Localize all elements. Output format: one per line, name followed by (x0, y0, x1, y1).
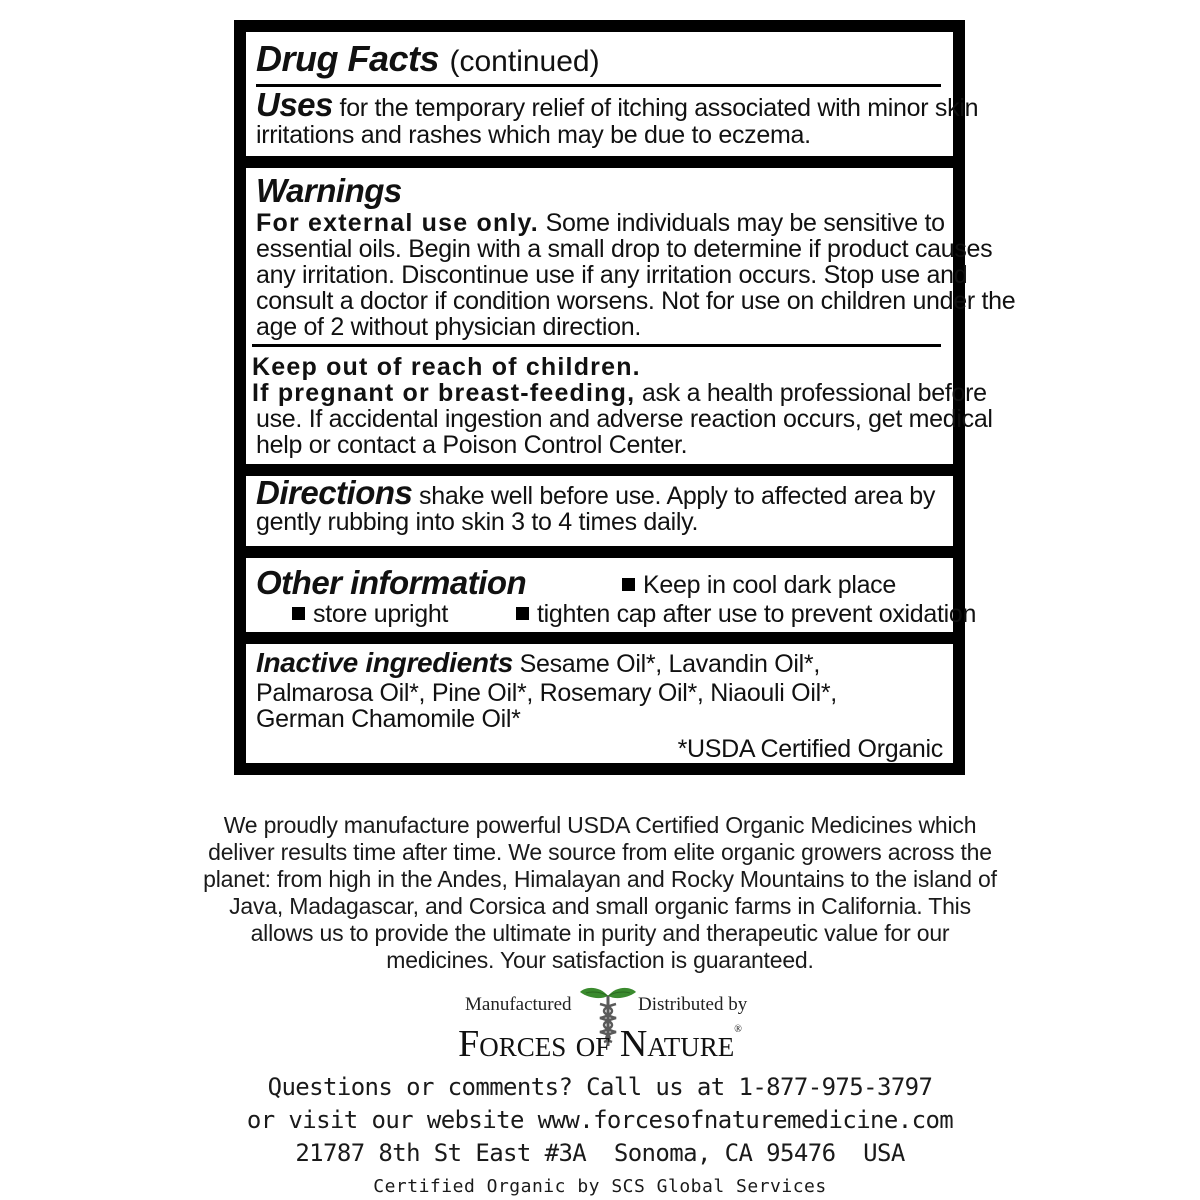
inactive-line-3: German Chamomile Oil* (256, 705, 521, 733)
drug-facts-title: Drug Facts (256, 38, 440, 79)
warnings-line-7: ask a health professional before (641, 379, 987, 407)
about-paragraph (200, 812, 1000, 974)
title-divider (256, 84, 941, 87)
warnings-line-5: age of 2 without physician direction. (256, 313, 641, 341)
pregnant-label: If pregnant or breast-feeding, (252, 379, 636, 407)
square-bullet-icon (516, 607, 529, 620)
warnings-box (246, 168, 1016, 464)
square-bullet-icon (622, 578, 635, 591)
uses-line-2: irritations and rashes which may be due to eczema. (256, 121, 811, 149)
external-use-label: For external use only. (256, 209, 539, 237)
warnings-divider (252, 344, 941, 347)
warnings-line-4: consult a doctor if condition worsens. Not for use on children under the (256, 287, 1016, 315)
uses-heading: Uses (256, 86, 333, 123)
uses-line-1: for the temporary relief of itching associated with minor skin (339, 94, 979, 122)
address-line: 21787 8th St East #3A Sonoma, CA 95476 USA (295, 1139, 905, 1167)
square-bullet-icon (292, 607, 305, 620)
inactive-ingredients-box (246, 644, 953, 763)
inactive-line-1: Sesame Oil*, Lavandin Oil*, (519, 650, 821, 678)
about-line-3: planet: from high in the Andes, Himalayan and Rocky Mountains to the island of (203, 866, 997, 892)
other-information-box (246, 558, 977, 632)
warnings-line-2: essential oils. Begin with a small drop to determine if product causes (256, 235, 993, 263)
drug-facts-panel (234, 20, 1016, 775)
inactive-ingredients-heading: Inactive ingredients (256, 647, 513, 678)
forces-of-nature-logo: FORCES OF NATURE® (458, 1023, 742, 1065)
other-info-item-3: tighten cap after use to prevent oxidation (516, 601, 976, 627)
questions-line: Questions or comments? Call us at 1-877-975-3797 (267, 1073, 933, 1101)
distributed-by-label: Distributed by (638, 994, 748, 1015)
about-line-4: Java, Madagascar, and Corsica and small organic farms in California. This (229, 893, 971, 919)
keep-out-of-reach: Keep out of reach of children. (252, 353, 641, 381)
warnings-line-3: any irritation. Discontinue use if any irritation occurs. Stop use and (256, 261, 968, 289)
usda-footnote: *USDA Certified Organic (677, 735, 943, 763)
about-line-2: deliver results time after time. We source from elite organic growers across the (208, 839, 992, 865)
other-information-heading: Other information (256, 564, 527, 601)
warnings-line-8: use. If accidental ingestion and adverse reaction occurs, get medical (256, 405, 993, 433)
manufactured-label: Manufactured (465, 994, 572, 1015)
drug-facts-header-box (246, 32, 979, 156)
about-line-5: allows us to provide the ultimate in purity and therapeutic value for our (250, 920, 950, 946)
about-line-6: medicines. Your satisfaction is guaranteed. (386, 947, 814, 973)
directions-line-2: gently rubbing into skin 3 to 4 times daily. (256, 508, 699, 536)
inactive-line-2: Palmarosa Oil*, Pine Oil*, Rosemary Oil*, Niaouli Oil*, (256, 679, 837, 707)
warnings-line-1: Some individuals may be sensitive to (545, 209, 945, 237)
certified-line: Certified Organic by SCS Global Services (373, 1176, 827, 1197)
other-info-item-2: store upright (292, 601, 448, 627)
directions-line-1: shake well before use. Apply to affected area by (419, 482, 936, 510)
directions-heading: Directions (256, 474, 413, 511)
warnings-line-9: help or contact a Poison Control Center. (256, 431, 688, 459)
warnings-heading: Warnings (256, 172, 402, 209)
other-info-item-1: Keep in cool dark place (622, 572, 896, 598)
website-line: or visit our website www.forcesofnaturemedicine.com (246, 1106, 954, 1134)
about-line-1: We proudly manufacture powerful USDA Certified Organic Medicines which (223, 812, 977, 838)
directions-box (246, 476, 953, 546)
drug-facts-continued: (continued) (449, 45, 600, 78)
